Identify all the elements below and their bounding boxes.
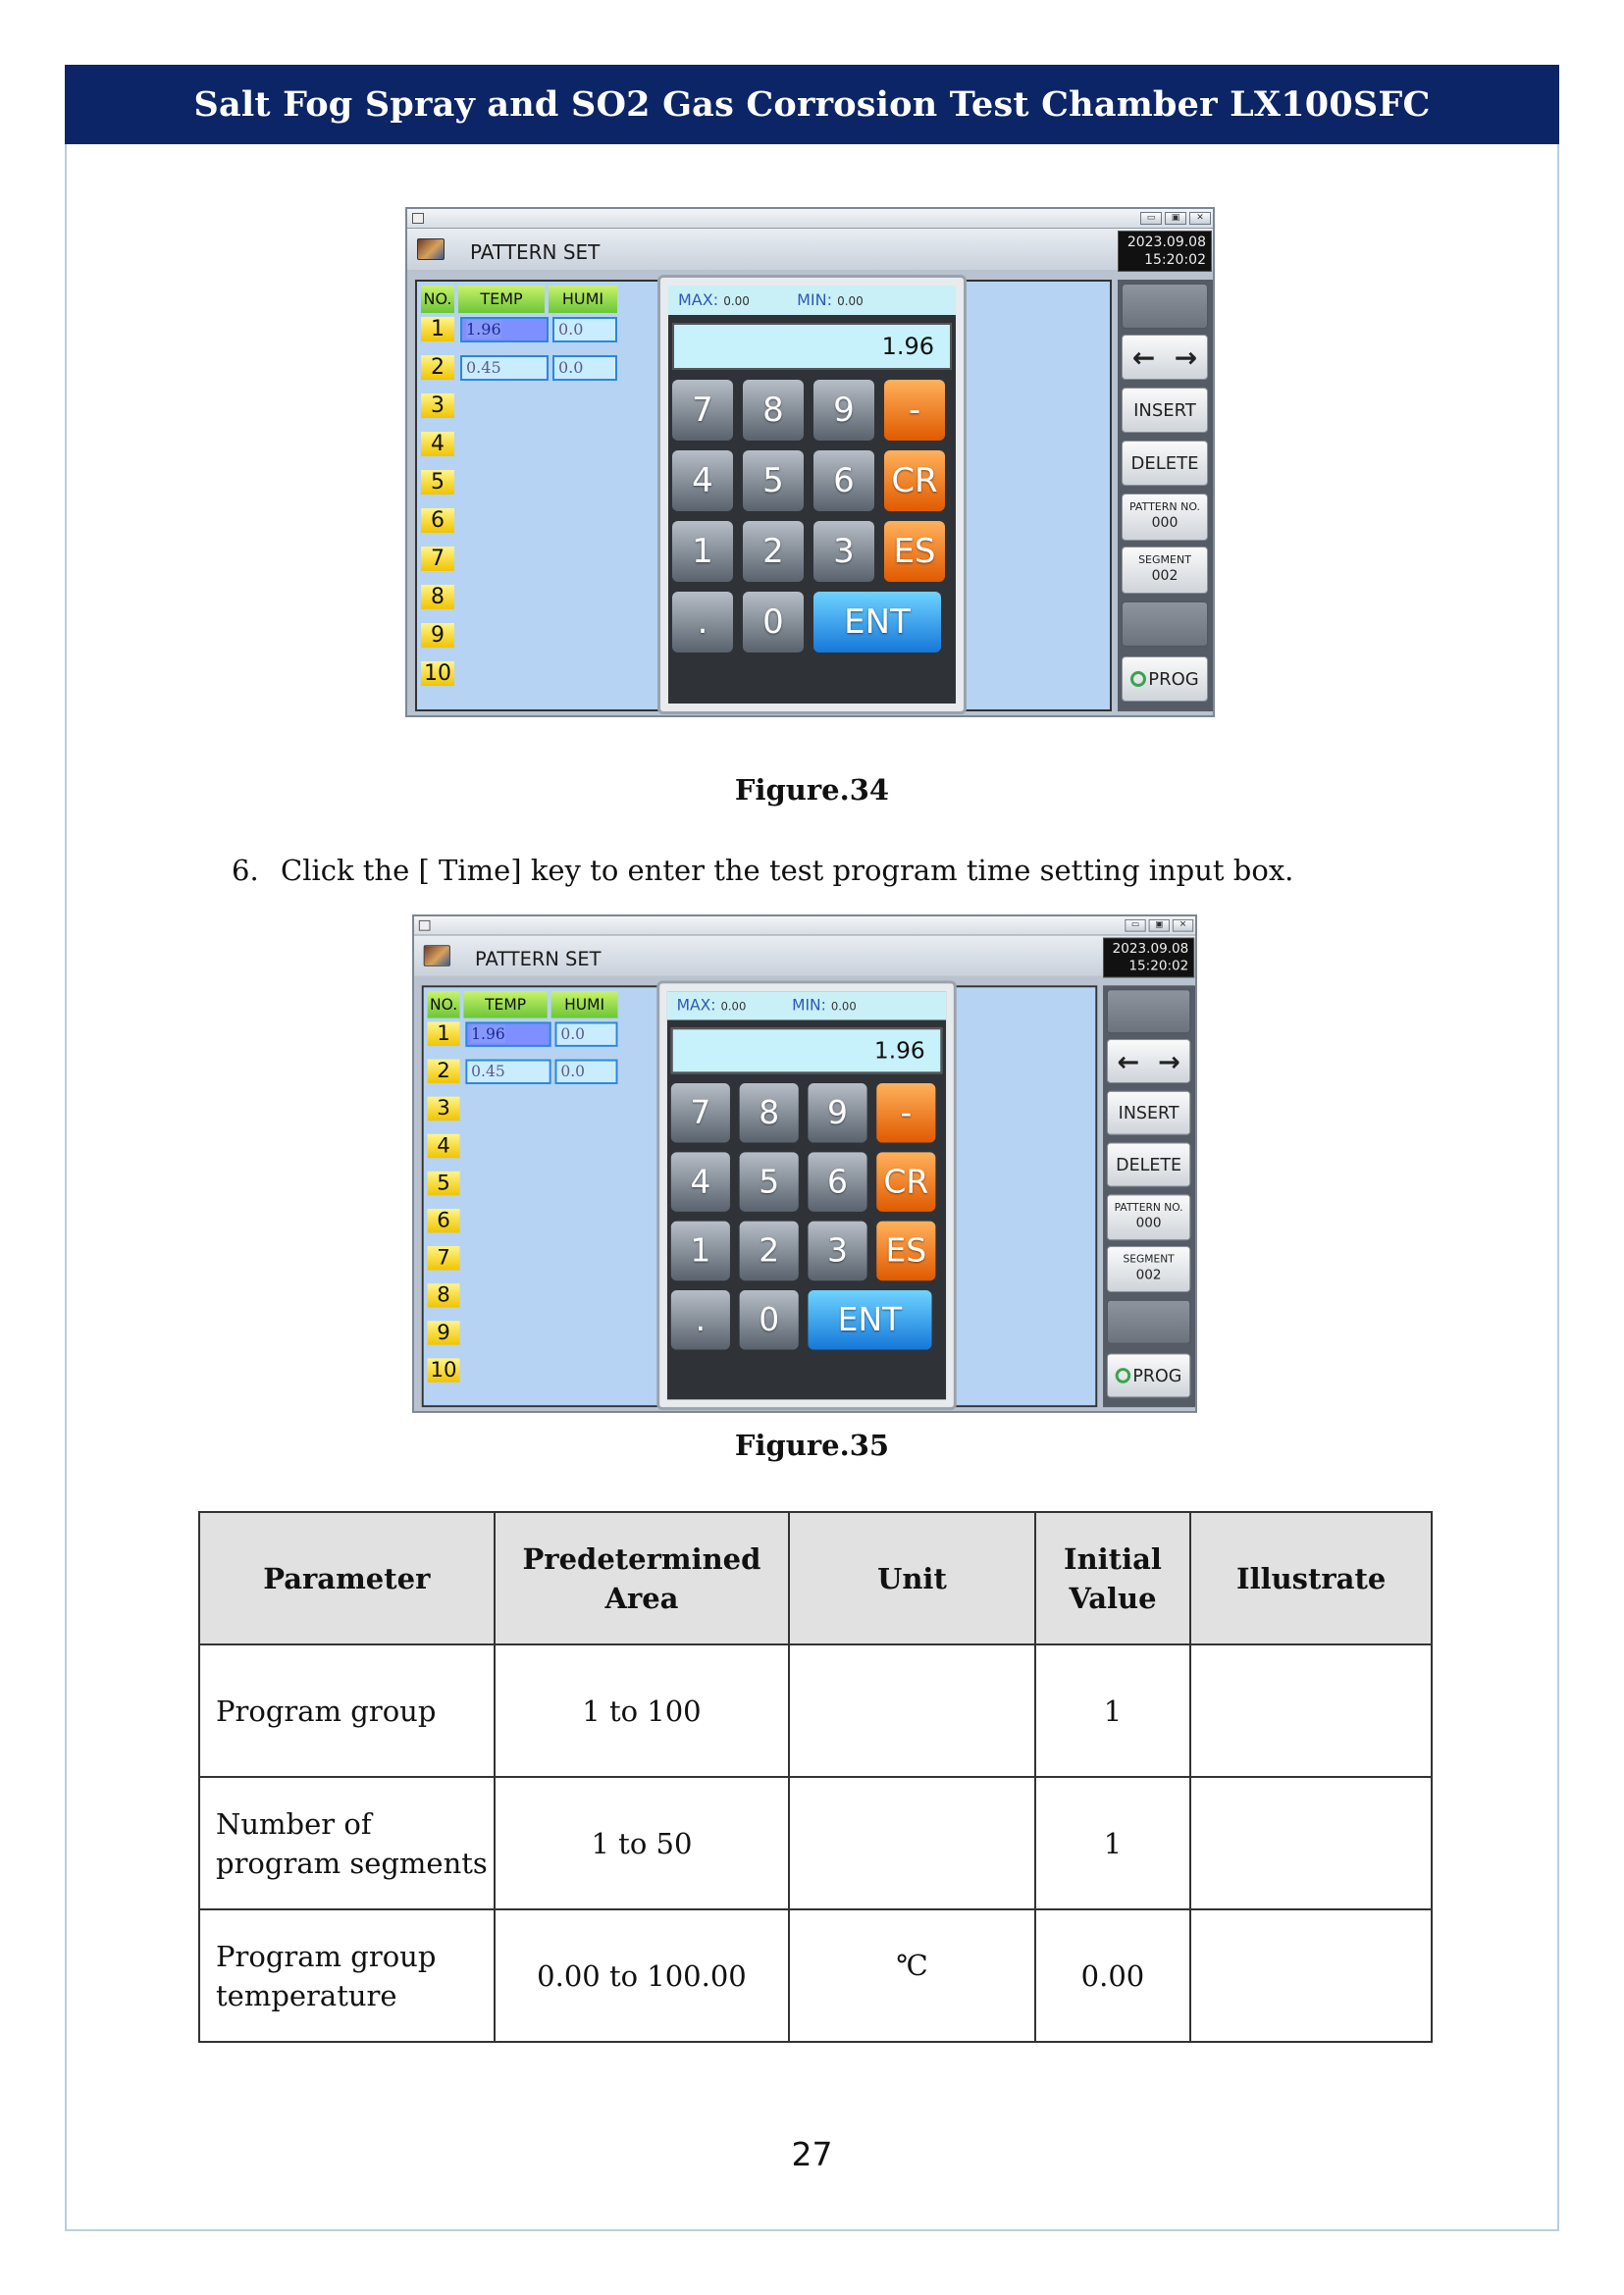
arrow-right-icon[interactable]: → — [1158, 1045, 1180, 1077]
row-number[interactable]: 8 — [428, 1283, 460, 1307]
app-area — [414, 936, 1197, 1413]
key-2[interactable]: 2 — [740, 1222, 799, 1281]
key-es[interactable]: ES — [876, 1222, 935, 1281]
hmi-screen — [414, 916, 1197, 1413]
step-6 — [232, 854, 1293, 887]
cell-area: 1 to 100 — [495, 1644, 790, 1777]
cell-illustrate — [1190, 1644, 1432, 1777]
key-8[interactable]: 8 — [743, 380, 804, 441]
col-header-parameter: Parameter — [199, 1512, 495, 1644]
time-text: 15:20:02 — [1144, 252, 1206, 268]
cell-parameter: Program group temperature — [199, 1909, 495, 2042]
row-number[interactable]: 6 — [421, 508, 454, 533]
chamber-icon — [417, 238, 445, 260]
arrow-left-icon[interactable]: ← — [1117, 1045, 1140, 1077]
row-number[interactable]: 9 — [428, 1321, 460, 1344]
col-header-illustrate: Illustrate — [1190, 1512, 1432, 1644]
column-header-humi: HUMI — [549, 286, 617, 313]
col-header-unit: Unit — [789, 1512, 1034, 1644]
key-7[interactable]: 7 — [672, 380, 733, 441]
gear-icon — [1130, 671, 1146, 687]
max-label: MAX: — [676, 996, 716, 1015]
column-header-no: NO. — [428, 991, 460, 1017]
table-header-row — [199, 1512, 1432, 1644]
key-5[interactable]: 5 — [740, 1152, 799, 1212]
cell-unit — [789, 1777, 1034, 1909]
key-2[interactable]: 2 — [743, 521, 804, 582]
row-number[interactable]: 8 — [421, 585, 454, 609]
document-title: Salt Fog Spray and SO2 Gas Corrosion Test Chamber LX100SFC — [193, 84, 1431, 125]
column-header-no: NO. — [421, 286, 454, 313]
key-9[interactable]: 9 — [813, 380, 874, 441]
column-header-temp: TEMP — [463, 991, 547, 1017]
window-titlebar — [407, 209, 1215, 229]
figure-34-screenshot — [405, 207, 1215, 717]
pattern-no-label: PATTERN NO. — [1114, 1201, 1183, 1214]
temp-cell[interactable]: 0.45 — [460, 355, 549, 381]
key-1[interactable]: 1 — [672, 521, 733, 582]
key-8[interactable]: 8 — [740, 1083, 799, 1143]
key-1[interactable]: 1 — [671, 1222, 730, 1281]
key-minus[interactable]: - — [876, 1083, 935, 1143]
key-7[interactable]: 7 — [671, 1083, 730, 1143]
date-text: 2023.09.08 — [1126, 235, 1206, 250]
pattern-no-field[interactable] — [1107, 1194, 1190, 1240]
cell-parameter: Number of program segments — [199, 1777, 495, 1909]
maximize-icon[interactable]: ▣ — [1165, 212, 1186, 225]
key-6[interactable]: 6 — [813, 450, 874, 511]
temp-cell[interactable]: 0.45 — [465, 1060, 550, 1084]
pattern-no-value: 000 — [1151, 515, 1179, 531]
humi-cell[interactable]: 0.0 — [552, 317, 617, 342]
cell-unit — [789, 1644, 1034, 1777]
close-icon[interactable]: ✕ — [1173, 919, 1193, 932]
key-ent[interactable]: ENT — [813, 592, 941, 652]
insert-button[interactable]: INSERT — [1107, 1091, 1190, 1135]
row-number[interactable]: 3 — [421, 393, 454, 418]
row-number[interactable]: 4 — [421, 432, 454, 456]
cell-area: 0.00 to 100.00 — [495, 1909, 790, 2042]
value-display[interactable]: 1.96 — [672, 323, 952, 370]
app-header — [407, 229, 1215, 270]
column-header-temp: TEMP — [458, 286, 545, 313]
row-number[interactable]: 7 — [421, 547, 454, 571]
min-value: 0.00 — [830, 999, 857, 1014]
table-row — [199, 1909, 1432, 2042]
limits-bar — [668, 286, 956, 315]
prog-button[interactable]: PROG — [1107, 1353, 1190, 1397]
humi-cell[interactable]: 0.0 — [555, 1021, 618, 1046]
cell-area: 1 to 50 — [495, 1777, 790, 1909]
pattern-no-value: 000 — [1135, 1215, 1162, 1231]
max-value: 0.00 — [720, 999, 747, 1014]
prog-button[interactable]: PROG — [1122, 656, 1208, 702]
row-number[interactable]: 1 — [421, 317, 454, 341]
humi-cell[interactable]: 0.0 — [555, 1060, 618, 1084]
blank-button — [1122, 284, 1208, 329]
key-es[interactable]: ES — [884, 521, 945, 582]
blank-button — [1107, 1300, 1190, 1344]
parameter-table — [198, 1511, 1433, 2043]
humi-cell[interactable]: 0.0 — [552, 355, 617, 381]
row-number[interactable]: 6 — [428, 1209, 460, 1232]
close-icon[interactable]: ✕ — [1189, 212, 1211, 225]
segment-value: 002 — [1135, 1267, 1162, 1283]
row-number[interactable]: 10 — [428, 1358, 460, 1382]
key-3[interactable]: 3 — [813, 521, 874, 582]
table-row — [199, 1777, 1432, 1909]
blank-button — [1107, 989, 1190, 1033]
window-menu-icon[interactable] — [412, 213, 424, 224]
step-number: 6. — [232, 854, 259, 887]
insert-button[interactable]: INSERT — [1122, 388, 1208, 433]
cell-parameter: Program group — [199, 1644, 495, 1777]
maximize-icon[interactable]: ▣ — [1149, 919, 1170, 932]
arrow-left-icon[interactable]: ← — [1131, 340, 1156, 374]
row-number[interactable]: 4 — [428, 1134, 460, 1158]
pattern-no-field[interactable] — [1122, 494, 1208, 541]
pattern-no-label: PATTERN NO. — [1128, 500, 1201, 513]
min-label: MIN: — [792, 996, 826, 1015]
row-number[interactable]: 2 — [421, 355, 454, 380]
app-header — [414, 936, 1197, 976]
segment-field[interactable] — [1107, 1246, 1190, 1292]
key-0[interactable]: 0 — [740, 1290, 799, 1350]
col-header-area: Predetermined Area — [495, 1512, 790, 1644]
key-3[interactable]: 3 — [808, 1222, 866, 1281]
arrow-buttons[interactable] — [1122, 335, 1208, 380]
minimize-icon[interactable]: ▭ — [1125, 919, 1145, 932]
min-label: MIN: — [797, 290, 832, 309]
key-minus[interactable]: - — [884, 380, 945, 441]
key-4[interactable]: 4 — [672, 450, 733, 511]
delete-button[interactable]: DELETE — [1107, 1143, 1190, 1187]
segment-field[interactable] — [1122, 547, 1208, 594]
window-titlebar — [414, 916, 1197, 936]
datetime-display — [1103, 937, 1194, 977]
step-text: Click the [ Time] key to enter the test program time setting input box. — [281, 854, 1294, 887]
time-text: 15:20:02 — [1128, 958, 1189, 974]
key-0[interactable]: 0 — [743, 592, 804, 652]
figure-35-screenshot — [412, 914, 1197, 1413]
page-number: 27 — [791, 2135, 833, 2173]
segment-label: SEGMENT — [1123, 1252, 1175, 1266]
row-number[interactable]: 2 — [428, 1060, 460, 1083]
app-area — [407, 229, 1215, 717]
key-4[interactable]: 4 — [671, 1152, 730, 1212]
limits-bar — [667, 991, 946, 1019]
row-number[interactable]: 1 — [428, 1021, 460, 1045]
date-text: 2023.09.08 — [1112, 941, 1189, 958]
arrow-right-icon[interactable]: → — [1174, 340, 1198, 374]
side-button-panel — [1103, 985, 1196, 1407]
row-number[interactable]: 5 — [428, 1172, 460, 1195]
row-number[interactable]: 5 — [421, 470, 454, 495]
min-value: 0.00 — [837, 294, 864, 308]
app-title: PATTERN SET — [470, 240, 601, 264]
cell-initial: 0.00 — [1035, 1909, 1191, 2042]
key-cr[interactable]: CR — [876, 1152, 935, 1212]
segment-label: SEGMENT — [1138, 553, 1191, 566]
figure-35-caption: Figure.35 — [734, 1429, 890, 1462]
gear-icon — [1116, 1368, 1131, 1383]
row-number[interactable]: 7 — [428, 1246, 460, 1270]
window-menu-icon[interactable] — [419, 920, 431, 931]
row-number[interactable]: 9 — [421, 623, 454, 648]
app-title: PATTERN SET — [475, 947, 602, 970]
cell-initial: 1 — [1035, 1644, 1191, 1777]
cell-initial: 1 — [1035, 1777, 1191, 1909]
figure-34-caption: Figure.34 — [734, 773, 890, 807]
key-5[interactable]: 5 — [743, 450, 804, 511]
row-number[interactable]: 10 — [421, 661, 454, 686]
datetime-display — [1118, 231, 1212, 272]
cell-illustrate — [1190, 1909, 1432, 2042]
key-6[interactable]: 6 — [808, 1152, 866, 1212]
temp-cell-selected[interactable]: 1.96 — [460, 317, 549, 342]
key-ent[interactable]: ENT — [808, 1290, 931, 1350]
side-button-panel — [1118, 280, 1214, 711]
key-cr[interactable]: CR — [884, 450, 945, 511]
numeric-keypad — [656, 980, 956, 1410]
hmi-screen — [407, 209, 1215, 717]
key-decimal[interactable]: . — [672, 592, 733, 652]
max-label: MAX: — [678, 290, 719, 309]
document-header — [65, 65, 1559, 144]
value-display[interactable]: 1.96 — [671, 1027, 942, 1073]
table-row — [199, 1644, 1432, 1777]
chamber-icon — [424, 945, 450, 965]
minimize-icon[interactable]: ▭ — [1140, 212, 1162, 225]
cell-unit: ℃ — [789, 1909, 1034, 2042]
col-header-initial: Initial Value — [1035, 1512, 1191, 1644]
arrow-buttons[interactable] — [1107, 1039, 1190, 1083]
temp-cell-selected[interactable]: 1.96 — [465, 1021, 550, 1046]
segment-value: 002 — [1151, 568, 1179, 584]
numeric-keypad — [657, 275, 967, 714]
max-value: 0.00 — [723, 294, 750, 308]
cell-illustrate — [1190, 1777, 1432, 1909]
key-decimal[interactable]: . — [671, 1290, 730, 1350]
blank-button — [1122, 601, 1208, 647]
delete-button[interactable]: DELETE — [1122, 441, 1208, 486]
row-number[interactable]: 3 — [428, 1097, 460, 1121]
key-9[interactable]: 9 — [808, 1083, 866, 1143]
column-header-humi: HUMI — [551, 991, 618, 1017]
